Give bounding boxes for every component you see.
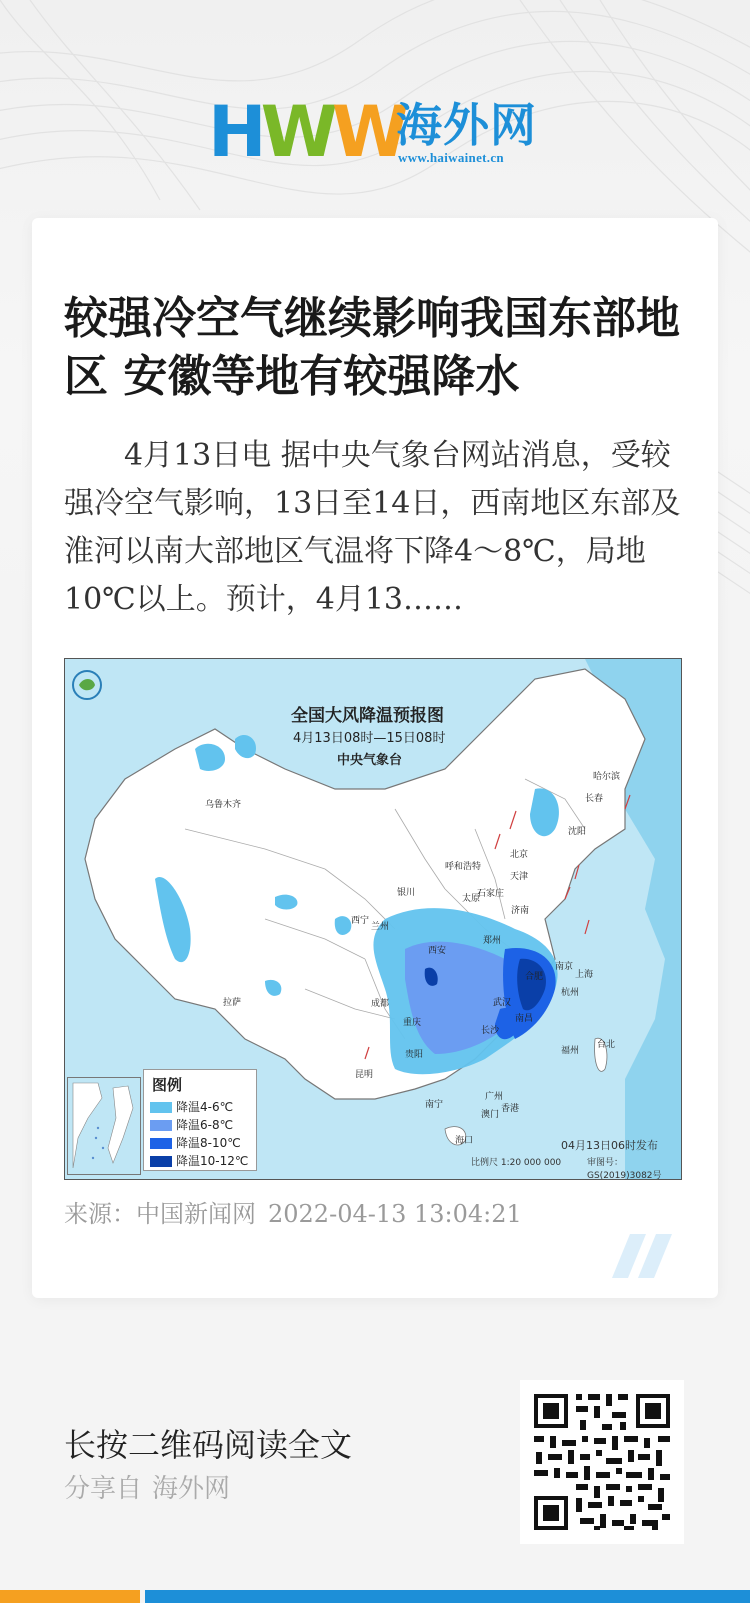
city-label: 上海 — [575, 970, 594, 980]
forecast-map-image — [64, 658, 682, 1180]
article-summary: 4月13日电 据中央气象台网站消息，受较强冷空气影响，13日至14日，西南地区东部及淮河以南大部地区气温将下降4～8℃，局地10℃以上。预计，4月13…… — [64, 438, 681, 617]
city-label: 太原 — [462, 894, 481, 904]
bar-orange — [0, 1590, 140, 1603]
city-label: 南宁 — [425, 1100, 444, 1110]
south-china-sea-inset — [67, 1077, 141, 1175]
city-label: 北京 — [510, 850, 529, 860]
map-title: 全国大风降温预报图 — [291, 706, 444, 726]
city-label: 银川 — [397, 888, 416, 898]
logo-url: www.haiwainet.cn — [398, 150, 504, 165]
haiwainet-logo — [208, 91, 548, 173]
legend-swatch — [150, 1138, 172, 1149]
legend-swatch — [150, 1120, 172, 1131]
legend-swatch — [150, 1156, 172, 1167]
city-label: 西宁 — [351, 916, 370, 926]
legend-item: 降温8-10℃ — [150, 1134, 241, 1152]
map-legend — [143, 1069, 257, 1171]
qr-code-icon — [520, 1380, 684, 1544]
city-label: 武汉 — [493, 998, 512, 1008]
source-label: 来源：中国新闻网 — [64, 1200, 256, 1228]
city-label: 香港 — [501, 1104, 520, 1114]
share-prefix: 分享自 — [64, 1474, 143, 1504]
city-label: 合肥 — [525, 972, 544, 982]
city-label: 昆明 — [355, 1070, 374, 1080]
share-site: 海外网 — [152, 1474, 231, 1504]
read-full-prompt: 长按二维码阅读全文 — [64, 1426, 353, 1464]
legend-swatch — [150, 1102, 172, 1113]
brand-color-bar — [0, 1590, 750, 1603]
city-label: 乌鲁木齐 — [205, 800, 242, 810]
city-label: 台北 — [597, 1040, 616, 1050]
legend-item: 降温4-6℃ — [150, 1098, 233, 1116]
city-label: 长春 — [585, 794, 604, 804]
legend-item: 降温6-8℃ — [150, 1116, 233, 1134]
city-label: 拉萨 — [223, 998, 242, 1008]
map-review-no: 审图号：GS(2019)3082号 — [587, 1158, 662, 1180]
city-label: 南京 — [555, 962, 574, 972]
logo-letters: HWW — [208, 91, 404, 173]
map-issued: 04月13日06时发布 — [561, 1139, 658, 1152]
article-source — [64, 1194, 534, 1229]
legend-title: 图例 — [152, 1076, 183, 1094]
logo-name: 海外网 — [396, 98, 537, 152]
city-label: 哈尔滨 — [593, 772, 621, 782]
qr-code[interactable] — [520, 1380, 684, 1544]
city-label: 杭州 — [561, 988, 580, 998]
legend-item: 降温10-12℃ — [150, 1152, 248, 1170]
city-label: 西安 — [428, 946, 447, 956]
city-label: 天津 — [510, 872, 529, 882]
article-title: 较强冷空气继续影响我国东部地区 安徽等地有较强降水 — [64, 293, 680, 402]
city-label: 福州 — [561, 1046, 580, 1056]
city-label: 兰州 — [371, 922, 390, 932]
city-label: 重庆 — [403, 1018, 422, 1028]
city-label: 成都 — [371, 999, 390, 1009]
city-label: 澳门 — [481, 1110, 500, 1120]
city-label: 长沙 — [481, 1026, 500, 1036]
city-label: 石家庄 — [477, 889, 505, 899]
city-label: 南昌 — [515, 1014, 534, 1024]
city-label: 郑州 — [483, 936, 502, 946]
article-card[interactable] — [32, 218, 718, 1298]
city-label: 呼和浩特 — [445, 862, 482, 872]
city-label: 广州 — [485, 1092, 504, 1102]
city-label: 济南 — [511, 906, 530, 916]
city-label: 贵阳 — [405, 1050, 424, 1060]
map-scale: 比例尺 1:20 000 000 — [471, 1158, 562, 1168]
city-label: 沈阳 — [568, 827, 587, 837]
share-source — [64, 1468, 240, 1505]
publish-datetime: 2022-04-13 13:04:21 — [268, 1200, 522, 1228]
city-label: 海口 — [455, 1136, 474, 1146]
map-period: 4月13日08时—15日08时 — [293, 731, 446, 746]
quote-mark-icon — [612, 1234, 672, 1278]
map-org: 中央气象台 — [337, 753, 403, 768]
bar-blue — [145, 1590, 750, 1603]
